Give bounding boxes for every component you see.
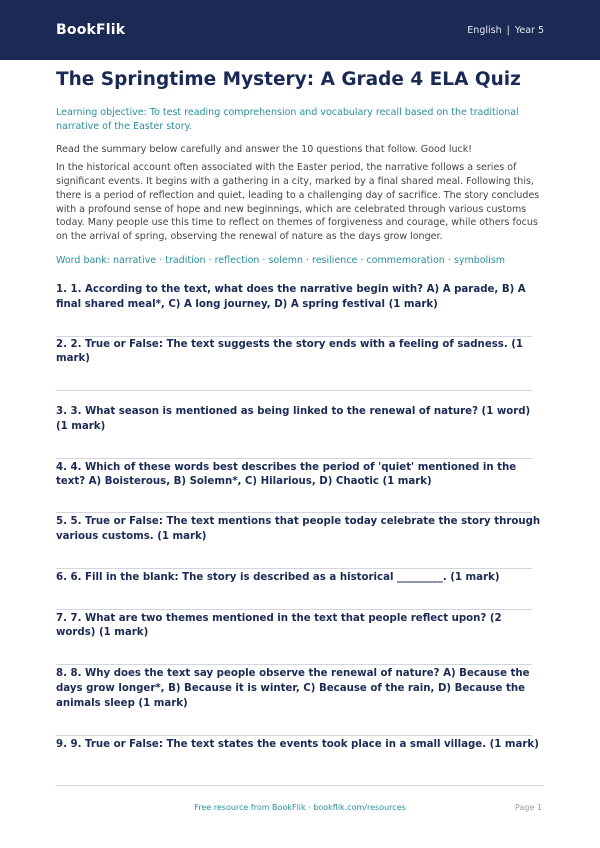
- resource-link[interactable]: Free resource from BookFlik · bookflik.com/resources: [194, 803, 406, 812]
- question-7: [56, 612, 544, 642]
- question-6: [56, 571, 544, 586]
- learning-objective: Learning objective: To test reading comprehension and vocabulary recall based on the traditional narrative of the Easter story.: [56, 107, 519, 132]
- question-9: [56, 738, 544, 753]
- word-bank: Word bank: narrative · tradition · reflection · solemn · resilience · commemoration · symbolism: [56, 255, 506, 267]
- page-title: The Springtime Mystery: A Grade 4 ELA Quiz: [56, 69, 521, 90]
- meta-separator: |: [506, 24, 510, 36]
- question-5: [56, 515, 544, 545]
- reading-passage: In the historical account often associated with the Easter period, the narrative follows a series of significant events. It begins with a gathering in a city, marked by a final shared meal. Following this, there is a period of reflection and quiet, leading to a challenging day of sacrifice. The story concludes with a profound sense of hope and new beginnings, which are celebrated through various customs today. Many people use this time to reflect on themes of forgiveness and courage, while others focus on the arrival of spring, observing the renewal of nature as the days grow longer.: [56, 162, 540, 243]
- question-text: 3. 3. What season is mentioned as being linked to the renewal of nature? (1 word) (1 mark): [56, 406, 531, 432]
- question-4: [56, 461, 544, 491]
- year-label: Year 5: [514, 24, 544, 36]
- question-2: [56, 338, 544, 368]
- question-3: [56, 405, 544, 435]
- question-text: 9. 9. True or False: The text states the events took place in a small village. (1 mark): [56, 738, 539, 750]
- question-text: 2. 2. True or False: The text suggests the story ends with a feeling of sadness. (1 mark): [56, 338, 524, 365]
- answer-line[interactable]: [56, 568, 532, 569]
- answer-line[interactable]: [56, 336, 532, 337]
- question-1: [56, 283, 544, 313]
- answer-line[interactable]: [56, 609, 532, 610]
- answer-line[interactable]: [56, 664, 532, 665]
- worksheet-content: [0, 68, 600, 752]
- question-text: 6. 6. Fill in the blank: The story is described as a historical _________. (1 mark): [56, 571, 500, 583]
- answer-line[interactable]: [56, 390, 532, 391]
- answer-line[interactable]: [56, 458, 532, 459]
- question-8: [56, 667, 544, 711]
- answer-line[interactable]: [56, 512, 532, 513]
- question-text: 7. 7. What are two themes mentioned in the text that people reflect upon? (2 words) (1 mark): [56, 612, 502, 639]
- answer-line[interactable]: [56, 735, 532, 736]
- question-text: 5. 5. True or False: The text mentions that people today celebrate the story through various customs. (1 mark): [56, 516, 541, 543]
- brand-logo[interactable]: BookFlik: [56, 22, 126, 38]
- footer-divider: [56, 785, 544, 786]
- instructions: Read the summary below carefully and answer the 10 questions that follow. Good luck!: [56, 143, 473, 155]
- subject-meta: [467, 25, 544, 36]
- page-footer: [0, 785, 600, 812]
- page-header: [0, 0, 600, 60]
- subject-label: English: [467, 24, 502, 36]
- page-number: Page 1: [515, 803, 542, 812]
- question-text: 4. 4. Which of these words best describes the period of 'quiet' mentioned in the text? A) Boisterous, B) Solemn*, C) Hilarious, D) Chaotic (1 mark): [56, 461, 517, 488]
- question-text: 1. 1. According to the text, what does the narrative begin with? A) A parade, B) A final shared meal*, C) A long journey, D) A spring festival (1 mark): [56, 284, 526, 310]
- question-text: 8. 8. Why does the text say people observe the renewal of nature? A) Because the days grow longer*, B) Because it is winter, C) Because of the rain, D) Because the animals sleep (1 mark): [56, 668, 530, 709]
